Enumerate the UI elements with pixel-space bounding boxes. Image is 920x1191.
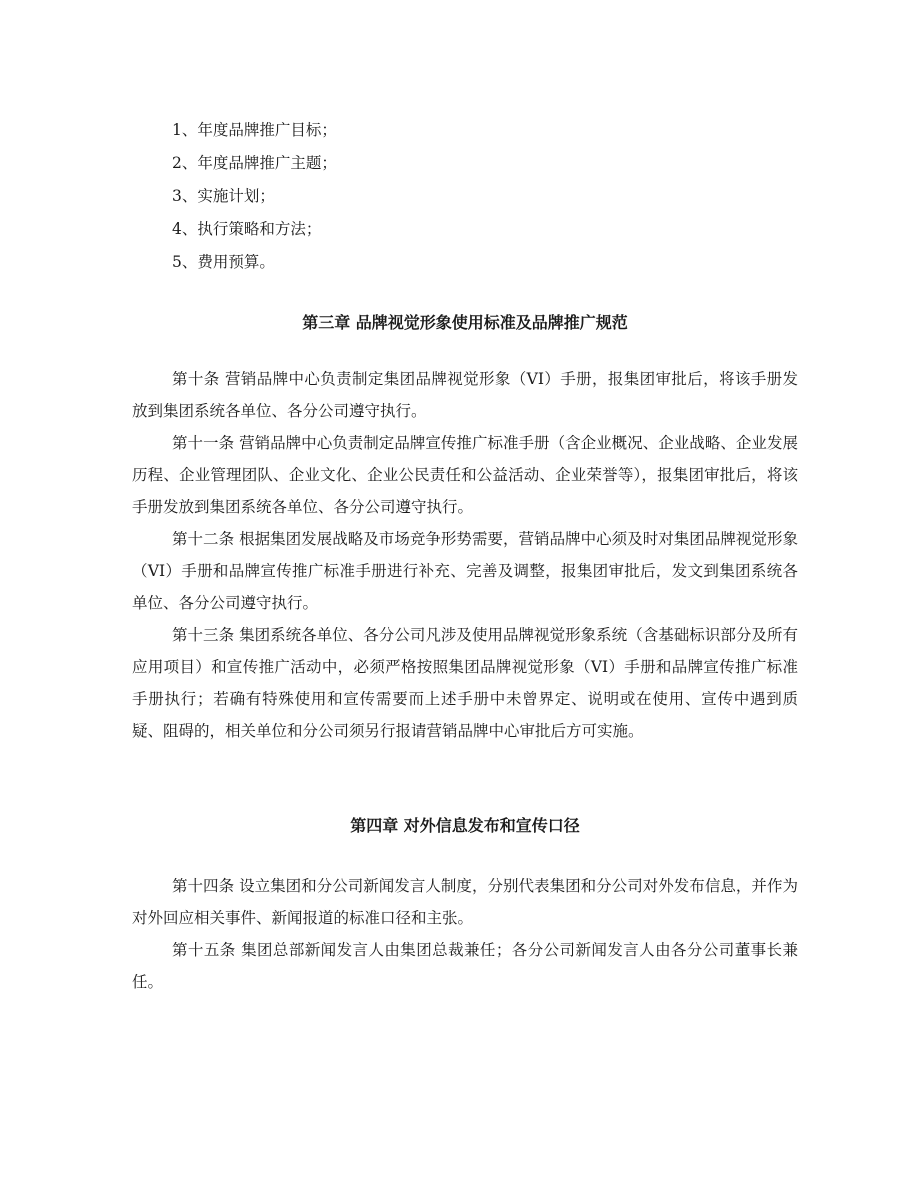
list-section [132, 114, 798, 279]
article-number: 第十条 [172, 370, 220, 388]
article-text: 设立集团和分公司新闻发言人制度，分别代表集团和分公司对外发布信息，并作为对外回应相关事件、新闻报道的标准口径和主张。 [132, 877, 798, 927]
list-item: 5、费用预算。 [172, 253, 275, 271]
article-text: 营销品牌中心负责制定品牌宣传推广标准手册（含企业概况、企业战略、企业发展历程、企业管理团队、企业文化、企业公民责任和公益活动、企业荣誉等），报集团审批后，将该手册发放到集团系统各单位、各分公司遵守执行。 [132, 434, 798, 516]
article-paragraph [132, 619, 798, 747]
article-text: 营销品牌中心负责制定集团品牌视觉形象（VI）手册，报集团审批后，将该手册发放到集团系统各单位、各分公司遵守执行。 [132, 370, 798, 420]
article-number: 第十三条 [172, 626, 235, 644]
article-number: 第十五条 [172, 941, 236, 959]
article-text: 集团系统各单位、各分公司凡涉及使用品牌视觉形象系统（含基础标识部分及所有应用项目）和宣传推广活动中，必须严格按照集团品牌视觉形象（VI）手册和品牌宣传推广标准手册执行；若确有特殊使用和宣传需要而上述手册中未曾界定、说明或在使用、宣传中遇到质疑、阻碍的，相关单位和分公司须另行报请营销品牌中心审批后方可实施。 [132, 626, 798, 740]
list-item: 3、实施计划； [172, 187, 275, 205]
list-item: 4、执行策略和方法； [172, 220, 322, 238]
document-body [132, 114, 798, 998]
article-paragraph [132, 523, 798, 619]
article-paragraph [132, 934, 798, 998]
article-paragraph [132, 363, 798, 427]
article-text: 集团总部新闻发言人由集团总裁兼任；各分公司新闻发言人由各分公司董事长兼任。 [132, 941, 798, 991]
article-text: 根据集团发展战略及市场竞争形势需要，营销品牌中心须及时对集团品牌视觉形象（VI）手册和品牌宣传推广标准手册进行补充、完善及调整，报集团审批后，发文到集团系统各单位、各分公司遵守执行。 [132, 530, 798, 612]
article-number: 第十四条 [172, 877, 235, 895]
article-number: 第十一条 [172, 434, 235, 452]
list-item: 2、年度品牌推广主题； [172, 154, 337, 172]
article-paragraph [132, 427, 798, 523]
article-paragraph [132, 870, 798, 934]
chapter-3-title: 第三章 品牌视觉形象使用标准及品牌推广规范 [302, 313, 628, 332]
chapter-4-title: 第四章 对外信息发布和宣传口径 [350, 816, 580, 835]
list-item: 1、年度品牌推广目标； [172, 121, 337, 139]
article-number: 第十二条 [172, 530, 235, 548]
